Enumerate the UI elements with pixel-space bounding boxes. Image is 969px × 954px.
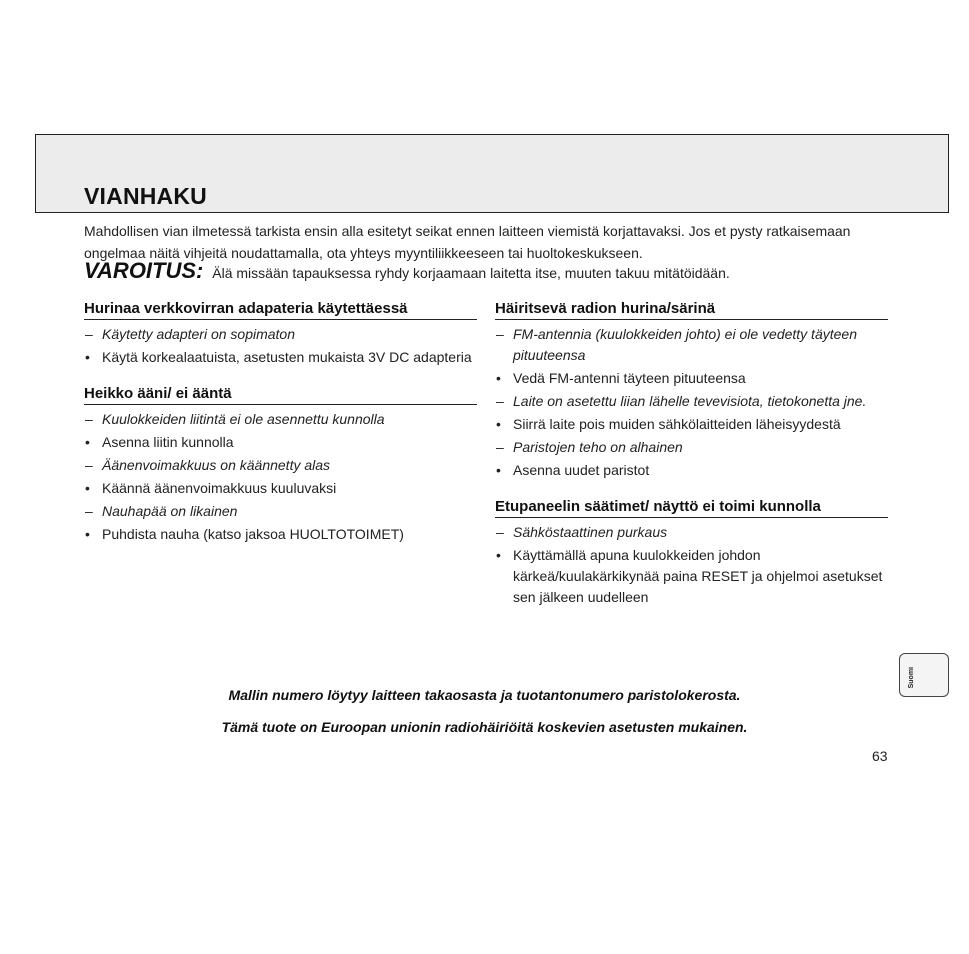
- cause-item: [495, 522, 888, 543]
- remedy-item: [84, 432, 477, 453]
- dash-marker: –: [85, 326, 93, 342]
- dash-marker: –: [85, 411, 93, 427]
- item-text: Äänenvoimakkuus on käännetty alas: [102, 457, 331, 473]
- item-text: Vedä FM-antenni täyteen pituuteensa: [513, 370, 746, 386]
- section-heading: Häiritsevä radion hurina/särinä: [495, 299, 888, 320]
- dash-marker: –: [85, 503, 93, 519]
- cause-item: [495, 391, 888, 412]
- item-text: FM-antennia (kuulokkeiden johto) ei ole vedetty täyteen pituuteensa: [513, 326, 857, 363]
- remedy-item: [495, 460, 888, 481]
- item-text: Kuulokkeiden liitintä ei ole asennettu kunnolla: [102, 411, 385, 427]
- remedy-item: [495, 545, 888, 608]
- bullet-marker: •: [496, 547, 501, 563]
- warning-label: VAROITUS:: [84, 258, 204, 283]
- remedy-item: [84, 478, 477, 499]
- item-text: Sähköstaattinen purkaus: [513, 524, 668, 540]
- item-text: Nauhapää on likainen: [102, 503, 238, 519]
- bullet-marker: •: [496, 416, 501, 432]
- bullet-marker: •: [85, 526, 90, 542]
- remedy-item: [84, 347, 477, 368]
- dash-marker: –: [496, 393, 504, 409]
- item-text: Käyttämällä apuna kuulokkeiden johdon kärkeä/kuulakärkikynää paina RESET ja ohjelmoi asetukset sen jälkeen uudelleen: [513, 547, 883, 605]
- troubleshoot-section: [495, 299, 888, 481]
- bullet-marker: •: [85, 434, 90, 450]
- section-heading: Hurinaa verkkovirran adapateria käytettäessä: [84, 299, 477, 320]
- bullet-marker: •: [85, 480, 90, 496]
- troubleshoot-section: [84, 299, 477, 368]
- cause-item: [495, 324, 888, 366]
- warning-line: [84, 258, 894, 284]
- remedy-item: [495, 368, 888, 389]
- dash-marker: –: [85, 457, 93, 473]
- item-text: Laite on asetettu liian lähelle tevevisiota, tietokonetta jne.: [513, 393, 867, 409]
- troubleshoot-section: [84, 384, 477, 545]
- bullet-marker: •: [85, 349, 90, 365]
- item-text: Siirrä laite pois muiden sähkölaitteiden läheisyydestä: [513, 416, 841, 432]
- remedy-item: [495, 414, 888, 435]
- remedy-item: [84, 524, 477, 545]
- item-text: Puhdista nauha (katso jaksoa HUOLTOTOIMET): [102, 526, 404, 542]
- footnote-eu-compliance: Tämä tuote on Euroopan unionin radiohäiriöitä koskevien asetusten mukainen.: [221, 719, 748, 735]
- cause-item: [84, 324, 477, 345]
- cause-item: [84, 409, 477, 430]
- item-text: Käytetty adapteri on sopimaton: [102, 326, 296, 342]
- troubleshoot-section: [495, 497, 888, 608]
- cause-item: [84, 501, 477, 522]
- page-title: VIANHAKU: [84, 183, 207, 209]
- cause-item: [84, 455, 477, 476]
- cause-item: [495, 437, 888, 458]
- dash-marker: –: [496, 326, 504, 342]
- section-heading: Heikko ääni/ ei ääntä: [84, 384, 477, 405]
- page-number: 63: [872, 748, 888, 764]
- language-tab-label: Suomi: [908, 667, 915, 689]
- item-text: Asenna uudet paristot: [513, 462, 650, 478]
- item-text: Käännä äänenvoimakkuus kuuluvaksi: [102, 480, 337, 496]
- item-text: Käytä korkealaatuista, asetusten mukaista 3V DC adapteria: [102, 349, 472, 365]
- dash-marker: –: [496, 439, 504, 455]
- intro-paragraph: Mahdollisen vian ilmetessä tarkista ensin alla esitetyt seikat ennen laitteen viemistä korjattavaksi. Jos et pysty ratkaisemaan ongelmaa näitä vihjeitä noudattamalla, ota yhteys myyntiliikkeeseen tai huoltokeskukseen.: [84, 223, 851, 261]
- footnote-model-number: Mallin numero löytyy laitteen takaosasta ja tuotantonumero paristolokerosta.: [228, 687, 741, 703]
- left-column: [84, 299, 477, 561]
- bullet-marker: •: [496, 370, 501, 386]
- warning-text: Älä missään tapauksessa ryhdy korjaamaan laitetta itse, muuten takuu mitätöidään.: [212, 265, 730, 281]
- item-text: Paristojen teho on alhainen: [513, 439, 683, 455]
- bullet-marker: •: [496, 462, 501, 478]
- section-heading: Etupaneelin säätimet/ näyttö ei toimi kunnolla: [495, 497, 888, 518]
- item-text: Asenna liitin kunnolla: [102, 434, 234, 450]
- right-column: [495, 299, 888, 624]
- dash-marker: –: [496, 524, 504, 540]
